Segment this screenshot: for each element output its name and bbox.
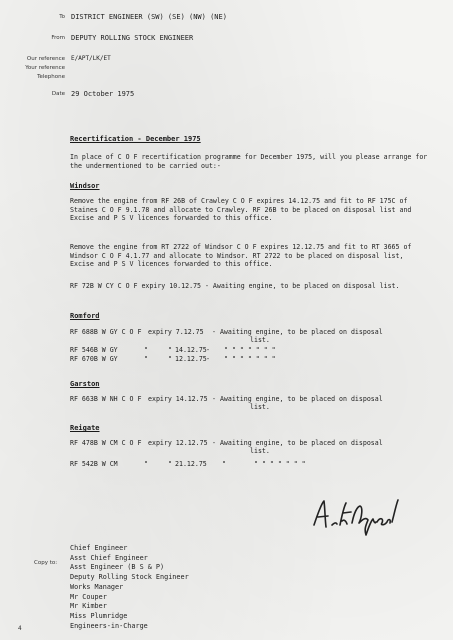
romford-row-1-expiry: expiry 7.12.75 bbox=[148, 328, 204, 336]
from-label: From bbox=[51, 35, 65, 41]
date-value: 29 October 1975 bbox=[71, 90, 135, 98]
telephone-row bbox=[0, 74, 453, 86]
garston-row-1-vehicle: RF 663B W NH C O F bbox=[70, 395, 142, 403]
reigate-row-2-dash: " bbox=[222, 460, 226, 468]
romford-row-2-ditto-2: " bbox=[168, 346, 172, 354]
windsor-paragraph-1: Remove the engine from RF 26B of Crawley C O F expires 14.12.75 and fit to RF 175C of Staines C O F 9.1.78 and allocate to Crawley. RF 26B to be placed on disposal list and Excise and P S V licences forwarded to this office. bbox=[70, 197, 412, 223]
to-label: To bbox=[59, 14, 65, 20]
reigate-row-2-vehicle: RF 542B W CM bbox=[70, 460, 118, 468]
reigate-row-1-cont: list. bbox=[250, 447, 270, 455]
reigate-row-2 bbox=[70, 460, 440, 469]
garston-row-1-expiry: expiry 14.12.75 bbox=[148, 395, 208, 403]
copy-recipient: Asst Engineer (B S & P) bbox=[70, 563, 165, 572]
copy-recipient: Deputy Rolling Stock Engineer bbox=[70, 573, 189, 582]
copy-to-label: Copy to: bbox=[34, 560, 58, 566]
intro-paragraph: In place of C O F recertification programme for December 1975, will you please arrange for the undermentioned to be carried out:- bbox=[70, 153, 428, 170]
garston-heading: Garston bbox=[70, 380, 100, 388]
romford-row-3-ditto-2: " bbox=[168, 355, 172, 363]
romford-row-2 bbox=[70, 346, 440, 355]
garston-row-1-note: - Awaiting engine, to be placed on disposal bbox=[212, 395, 383, 403]
windsor-paragraph-3: RF 72B W CY C O F expiry 10.12.75 - Awaiting engine, to be placed on disposal list. bbox=[70, 282, 400, 290]
romford-row-2-ditto-1: " bbox=[144, 346, 148, 354]
reigate-row-2-ditto-2: " bbox=[168, 460, 172, 468]
date-row bbox=[0, 91, 453, 103]
copy-recipient: Works Manager bbox=[70, 582, 124, 591]
reigate-row-1-vehicle: RF 478B W CM C O F bbox=[70, 439, 142, 447]
telephone-label: Telephone bbox=[37, 74, 65, 80]
romford-row-2-vehicle: RF 546B W GY bbox=[70, 346, 118, 354]
copy-recipient: Engineers-in-Charge bbox=[70, 621, 148, 630]
romford-row-2-ditto-marks: " " " " " " " bbox=[224, 346, 276, 354]
garston-row-1-cont: list. bbox=[250, 403, 270, 411]
romford-row-3-vehicle: RF 670B W GY bbox=[70, 355, 118, 363]
romford-row-3-ditto-1: " bbox=[144, 355, 148, 363]
copy-recipient: Mr Kimber bbox=[70, 602, 107, 611]
romford-row-3-date: 12.12.75 bbox=[175, 355, 207, 363]
from-row bbox=[0, 35, 453, 47]
romford-row-1-note: - Awaiting engine, to be placed on disposal bbox=[212, 328, 383, 336]
reigate-row-2-ditto-1: " bbox=[144, 460, 148, 468]
copy-recipient: Chief Engineer bbox=[70, 544, 128, 552]
reigate-row-1-note: - Awaiting engine, to be placed on disposal bbox=[212, 439, 383, 447]
romford-row-1-cont: list. bbox=[250, 336, 270, 344]
copy-recipient: Miss Plumridge bbox=[70, 611, 128, 620]
subject-heading: Recertification - December 1975 bbox=[70, 135, 201, 143]
our-reference-value: E/APT/LK/ET bbox=[71, 55, 111, 62]
to-row bbox=[0, 14, 453, 26]
page-corner-mark: 4 bbox=[18, 625, 22, 632]
romford-heading: Romford bbox=[70, 312, 100, 320]
copy-recipient: Asst Chief Engineer bbox=[70, 553, 148, 562]
romford-row-3-dash: - bbox=[206, 355, 210, 363]
reigate-row-2-date: 21.12.75 bbox=[175, 460, 207, 468]
windsor-heading: Windsor bbox=[70, 182, 100, 190]
date-label: Date bbox=[51, 91, 65, 97]
romford-row-2-date: 14.12.75 bbox=[175, 346, 207, 354]
reigate-row-1-expiry: expiry 12.12.75 bbox=[148, 439, 208, 447]
romford-row-2-dash: - bbox=[206, 346, 210, 354]
romford-row-1-vehicle: RF 688B W GY C O F bbox=[70, 328, 142, 336]
copy-to-list bbox=[70, 544, 270, 631]
signature-image bbox=[310, 495, 405, 540]
copy-recipient: Mr Couper bbox=[70, 592, 107, 601]
romford-row-3-ditto-marks: " " " " " " " bbox=[224, 355, 276, 363]
your-reference-label: Your reference bbox=[25, 65, 65, 71]
our-reference-label: Our reference bbox=[26, 56, 65, 62]
romford-row-3 bbox=[70, 355, 440, 364]
reigate-heading: Reigate bbox=[70, 424, 100, 432]
windsor-paragraph-2: Remove the engine from RT 2722 of Windsor C O F expires 12.12.75 and fit to RT 3665 of Windsor C O F 4.1.77 and allocate to Windsor. RT 2722 to be placed on disposal list, Excise and P S V licences forwarded to this office. bbox=[70, 243, 412, 269]
to-value: DISTRICT ENGINEER (SW) (SE) (NW) (NE) bbox=[71, 13, 227, 21]
reigate-row-2-ditto-marks: " " " " " " " bbox=[254, 460, 306, 468]
from-value: DEPUTY ROLLING STOCK ENGINEER bbox=[71, 34, 194, 42]
